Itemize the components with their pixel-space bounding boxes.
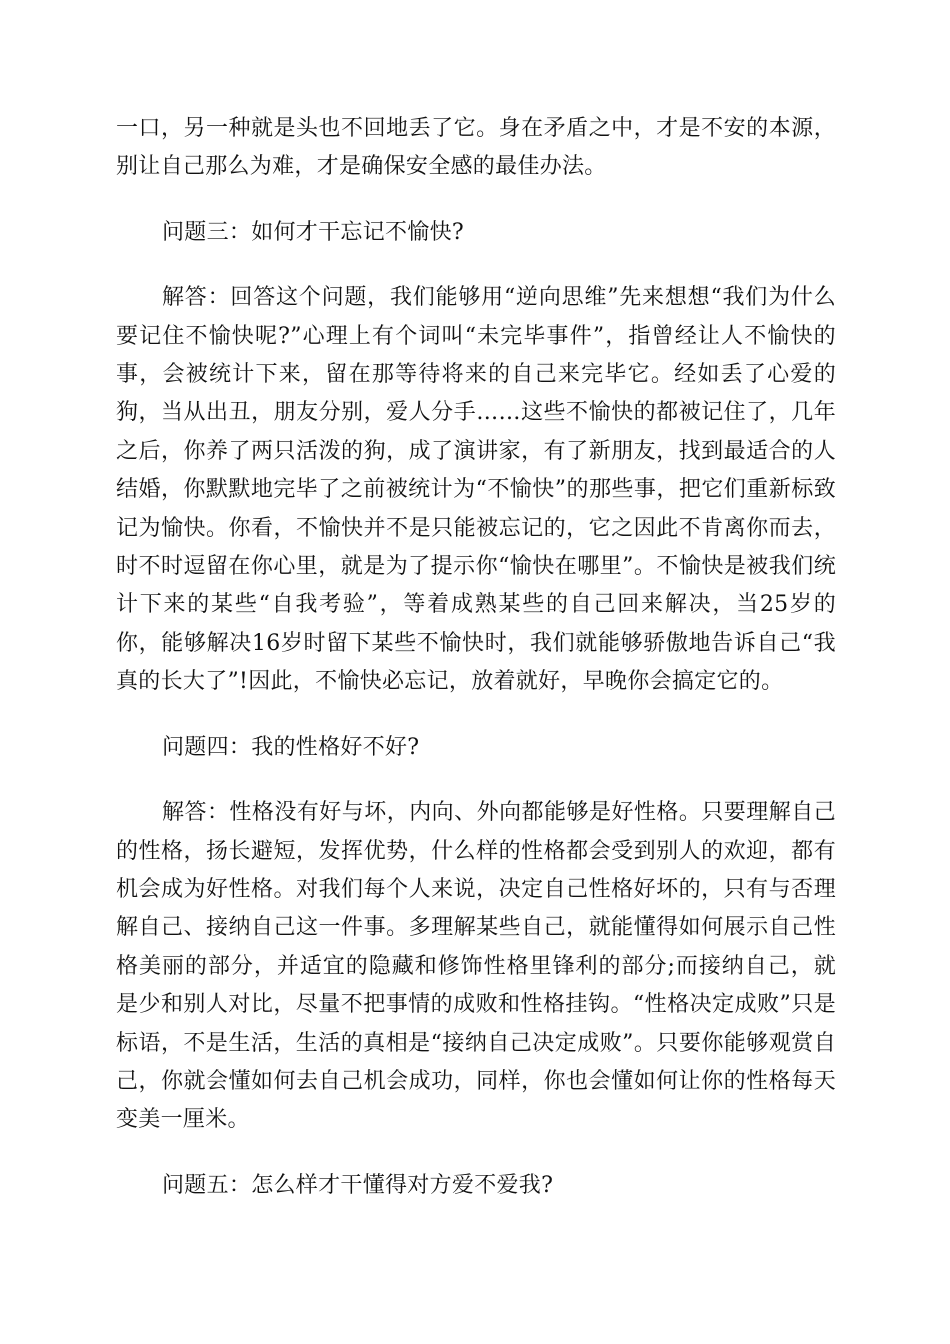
document-page <box>116 110 836 1205</box>
answer-four-paragraph: 解答：性格没有好与坏，内向、外向都能够是好性格。只要理解自己的性格，扬长避短，发挥优势，什么样的性格都会受到别人的欢迎，都有机会成为好性格。对我们每个人来说，决定自己性格好坏的，只有与否理解自己、接纳自己这一件事。多理解某些自己，就能懂得如何展示自己性格美丽的部分，并适宜的隐藏和修饰性格里锋利的部分;而接纳自己，就是少和别人对比，尽量不把事情的成败和性格挂钩。“性格决定成败”只是标语，不是生活，生活的真相是“接纳自己决定成败”。只要你能够观赏自己，你就会懂如何去自己机会成功，同样，你也会懂如何让你的性格每天变美一厘米。 <box>116 800 836 1133</box>
answer-three-paragraph: 解答：回答这个问题，我们能够用“逆向思维”先来想想“我们为什么要记住不愉快呢?”心理上有个词叫“未完毕事件”，指曾经让人不愉快的事，会被统计下来，留在那等待将来的自己来完毕它。经如丢了心爱的狗，当从出丑，朋友分别，爱人分手……这些不愉快的都被记住了，几年之后，你养了两只活泼的狗，成了演讲家，有了新朋友，找到最适合的人结婚，你默默地完毕了之前被统计为“不愉快”的那些事，把它们重新标致记为愉快。你看，不愉快并不是只能被忘记的，它之因此不肯离你而去，时不时逗留在你心里，就是为了提示你“愉快在哪里”。不愉快是被我们统计下来的某些“自我考验”，等着成熟某些的自己回来解决，当25岁的你，能够解决16岁时留下某些不愉快时，我们就能够骄傲地告诉自己“我真的长大了”!因此，不愉快必忘记，放着就好，早晚你会搞定它的。 <box>116 285 836 695</box>
question-three-heading: 问题三：如何才干忘记不愉快? <box>162 219 464 245</box>
question-five-heading: 问题五：怎么样才干懂得对方爱不爱我? <box>162 1172 554 1198</box>
paragraph-continuation: 一口，另一种就是头也不回地丢了它。身在矛盾之中，才是不安的本源，别让自己那么为难，才是确保安全感的最佳办法。 <box>116 116 836 180</box>
question-four-heading: 问题四：我的性格好不好? <box>162 734 420 760</box>
